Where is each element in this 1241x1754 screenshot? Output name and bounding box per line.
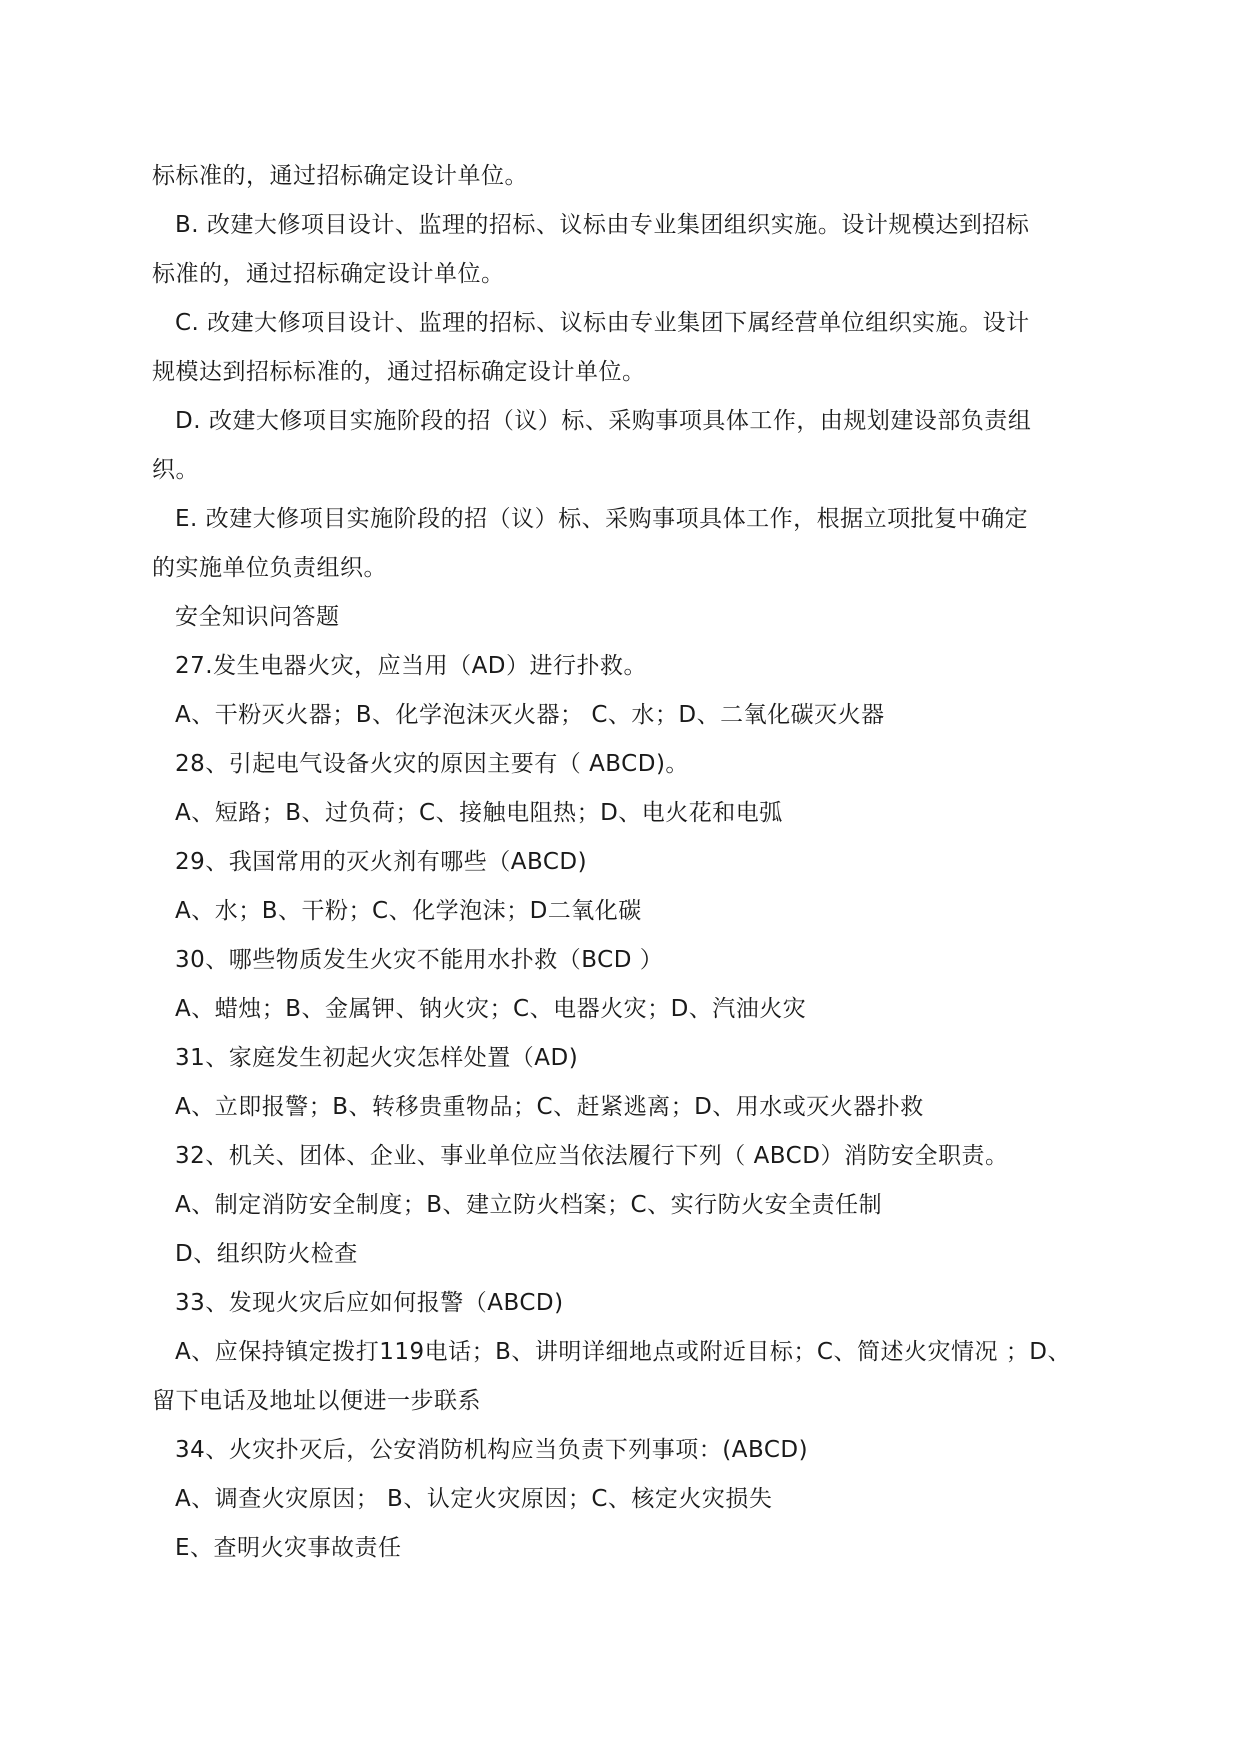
text-line: 标准的，通过招标确定设计单位。	[152, 261, 505, 287]
question-32: 32、机关、团体、企业、事业单位应当依法履行下列（ ABCD）消防安全职责。	[175, 1143, 1009, 1169]
answer-33: A、应保持镇定拨打119电话；B、讲明详细地点或附近目标；C、简述火灾情况 ；D、	[175, 1339, 1071, 1365]
text-line: 的实施单位负责组织。	[152, 555, 387, 581]
question-31: 31、家庭发生初起火灾怎样处置（AD)	[175, 1045, 579, 1071]
option-d-line: D. 改建大修项目实施阶段的招（议）标、采购事项具体工作，由规划建设部负责组	[175, 408, 1032, 434]
text-line: 标标准的，通过招标确定设计单位。	[152, 163, 528, 189]
answer-29: A、水；B、干粉；C、化学泡沫；D二氧化碳	[175, 898, 642, 924]
option-b-line: B. 改建大修项目设计、监理的招标、议标由专业集团组织实施。设计规模达到招标	[175, 212, 1030, 238]
option-c-line: C. 改建大修项目设计、监理的招标、议标由专业集团下属经营单位组织实施。设计	[175, 310, 1030, 336]
text-line: 织。	[152, 457, 199, 483]
answer-32-cont: D、组织防火检查	[175, 1241, 358, 1267]
question-27: 27.发生电器火灾，应当用（AD）进行扑救。	[175, 653, 648, 679]
question-29: 29、我国常用的灭火剂有哪些（ABCD)	[175, 849, 588, 875]
question-34: 34、火灾扑灭后，公安消防机构应当负责下列事项：(ABCD)	[175, 1437, 809, 1463]
answer-31: A、立即报警；B、转移贵重物品；C、赶紧逃离；D、用水或灭火器扑救	[175, 1094, 924, 1120]
answer-28: A、短路；B、过负荷；C、接触电阻热；D、电火花和电弧	[175, 800, 783, 826]
answer-30: A、蜡烛；B、金属钾、钠火灾；C、电器火灾；D、汽油火灾	[175, 996, 807, 1022]
question-30: 30、哪些物质发生火灾不能用水扑救（BCD ）	[175, 947, 664, 973]
question-33: 33、发现火灾后应如何报警（ABCD)	[175, 1290, 564, 1316]
question-28: 28、引起电气设备火灾的原因主要有（ ABCD)。	[175, 751, 689, 777]
answer-33-cont: 留下电话及地址以便进一步联系	[152, 1388, 481, 1414]
text-line: 规模达到招标标准的，通过招标确定设计单位。	[152, 359, 646, 385]
answer-32: A、制定消防安全制度；B、建立防火档案；C、实行防火安全责任制	[175, 1192, 883, 1218]
answer-34: A、调查火灾原因； B、认定火灾原因；C、核定火灾损失	[175, 1486, 773, 1512]
answer-34-cont: E、查明火灾事故责任	[175, 1535, 402, 1561]
document-body	[152, 152, 1092, 1573]
answer-27: A、干粉灭火器；B、化学泡沫灭火器； C、水；D、二氧化碳灭火器	[175, 702, 885, 728]
option-e-line: E. 改建大修项目实施阶段的招（议）标、采购事项具体工作，根据立项批复中确定	[175, 506, 1029, 532]
section-heading: 安全知识问答题	[175, 604, 340, 630]
